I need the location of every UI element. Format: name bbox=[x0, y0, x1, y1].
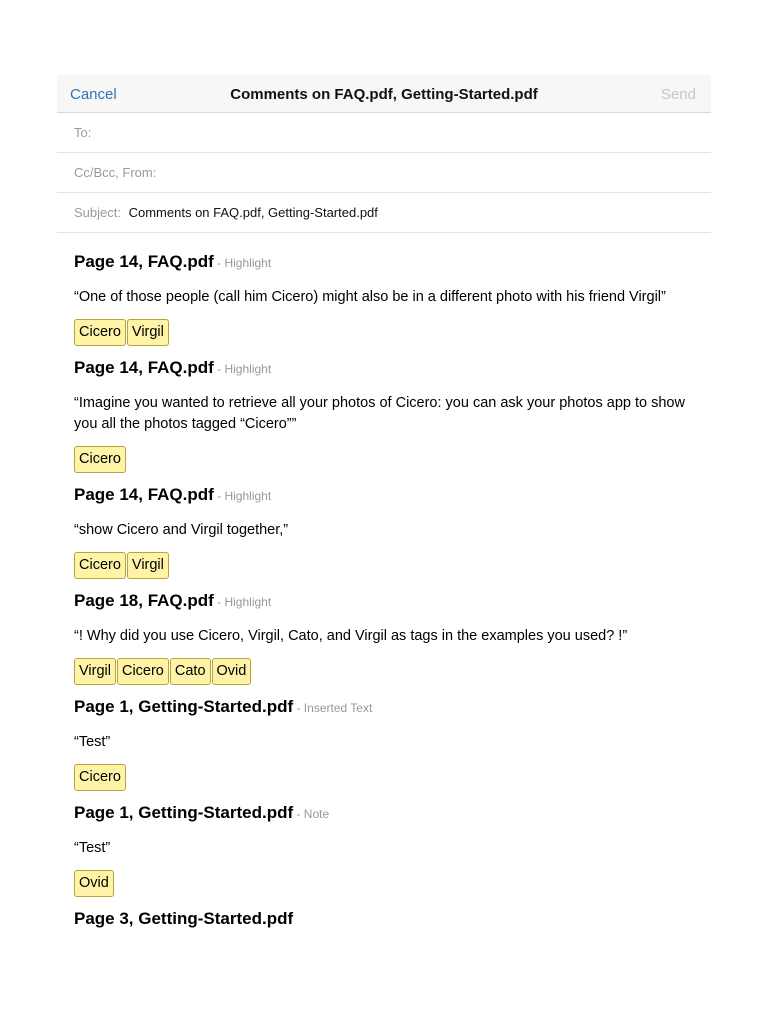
to-field[interactable] bbox=[57, 113, 711, 153]
tag-chip: Cicero bbox=[74, 446, 126, 473]
tag-chip: Ovid bbox=[74, 870, 114, 897]
entry-page-label: Page 14, FAQ.pdf bbox=[74, 358, 214, 377]
entry-quote: “Test” bbox=[74, 734, 111, 750]
compose-title: Comments on FAQ.pdf, Getting-Started.pdf bbox=[230, 86, 538, 103]
entry-page-label: Page 1, Getting-Started.pdf bbox=[74, 697, 294, 716]
entry-quote: “! Why did you use Cicero, Virgil, Cato, and Virgil as tags in the examples you used? !” bbox=[74, 628, 628, 644]
tag-list bbox=[74, 658, 694, 685]
subject-value[interactable]: Comments on FAQ.pdf, Getting-Started.pdf bbox=[128, 205, 378, 220]
tag-list bbox=[74, 319, 694, 346]
tag-list bbox=[74, 552, 694, 579]
comment-entry bbox=[74, 906, 694, 931]
tag-chip: Cicero bbox=[117, 658, 169, 685]
tag-list bbox=[74, 870, 694, 897]
tag-chip: Virgil bbox=[74, 658, 116, 685]
tag-chip: Cicero bbox=[74, 319, 126, 346]
tag-chip: Ovid bbox=[212, 658, 252, 685]
entry-page-label: Page 1, Getting-Started.pdf bbox=[74, 803, 294, 822]
entry-heading bbox=[74, 906, 694, 931]
send-button[interactable]: Send bbox=[660, 86, 696, 103]
subject-label: Subject: bbox=[74, 205, 121, 220]
tag-list bbox=[74, 764, 694, 791]
entry-heading bbox=[74, 694, 694, 719]
cancel-button[interactable]: Cancel bbox=[70, 86, 117, 103]
entry-heading bbox=[74, 800, 694, 825]
comment-entry bbox=[74, 800, 694, 897]
entry-quote: “Test” bbox=[74, 840, 111, 856]
ccbcc-label: Cc/Bcc, From: bbox=[74, 165, 157, 180]
entry-heading bbox=[74, 588, 694, 613]
entry-page-label: Page 18, FAQ.pdf bbox=[74, 591, 214, 610]
tag-chip: Virgil bbox=[127, 552, 169, 579]
entry-heading bbox=[74, 482, 694, 507]
ccbcc-field[interactable] bbox=[57, 153, 711, 193]
tag-chip: Cicero bbox=[74, 552, 126, 579]
tag-list bbox=[74, 446, 694, 473]
subject-field[interactable] bbox=[57, 193, 711, 233]
tag-chip: Cicero bbox=[74, 764, 126, 791]
to-label: To: bbox=[74, 125, 92, 140]
tag-chip: Virgil bbox=[127, 319, 169, 346]
comment-entry bbox=[74, 588, 694, 685]
entry-quote: “One of those people (call him Cicero) might also be in a different photo with his friend Virgil” bbox=[74, 289, 666, 305]
entry-kind-label: - Note bbox=[293, 807, 330, 821]
message-body[interactable] bbox=[57, 233, 711, 931]
tag-chip: Cato bbox=[170, 658, 211, 685]
entry-quote: “Imagine you wanted to retrieve all your photos of Cicero: you can ask your photos app to show you all the photos tagged “Cicero”” bbox=[74, 395, 685, 432]
entry-kind-label: - Inserted Text bbox=[293, 701, 373, 715]
entry-heading bbox=[74, 249, 694, 274]
comment-entry bbox=[74, 482, 694, 579]
nav-bar bbox=[57, 75, 711, 113]
entry-page-label: Page 3, Getting-Started.pdf bbox=[74, 909, 294, 928]
entry-page-label: Page 14, FAQ.pdf bbox=[74, 252, 214, 271]
comment-entry bbox=[74, 249, 694, 346]
entry-kind-label: - Highlight bbox=[213, 595, 272, 609]
comment-entry bbox=[74, 694, 694, 791]
entry-kind-label: - Highlight bbox=[213, 256, 272, 270]
comment-entry bbox=[74, 355, 694, 473]
entry-page-label: Page 14, FAQ.pdf bbox=[74, 485, 214, 504]
entry-quote: “show Cicero and Virgil together,” bbox=[74, 522, 289, 538]
entry-kind-label: - Highlight bbox=[213, 362, 272, 376]
entry-heading bbox=[74, 355, 694, 380]
compose-sheet bbox=[57, 75, 711, 951]
entry-kind-label: - Highlight bbox=[213, 489, 272, 503]
